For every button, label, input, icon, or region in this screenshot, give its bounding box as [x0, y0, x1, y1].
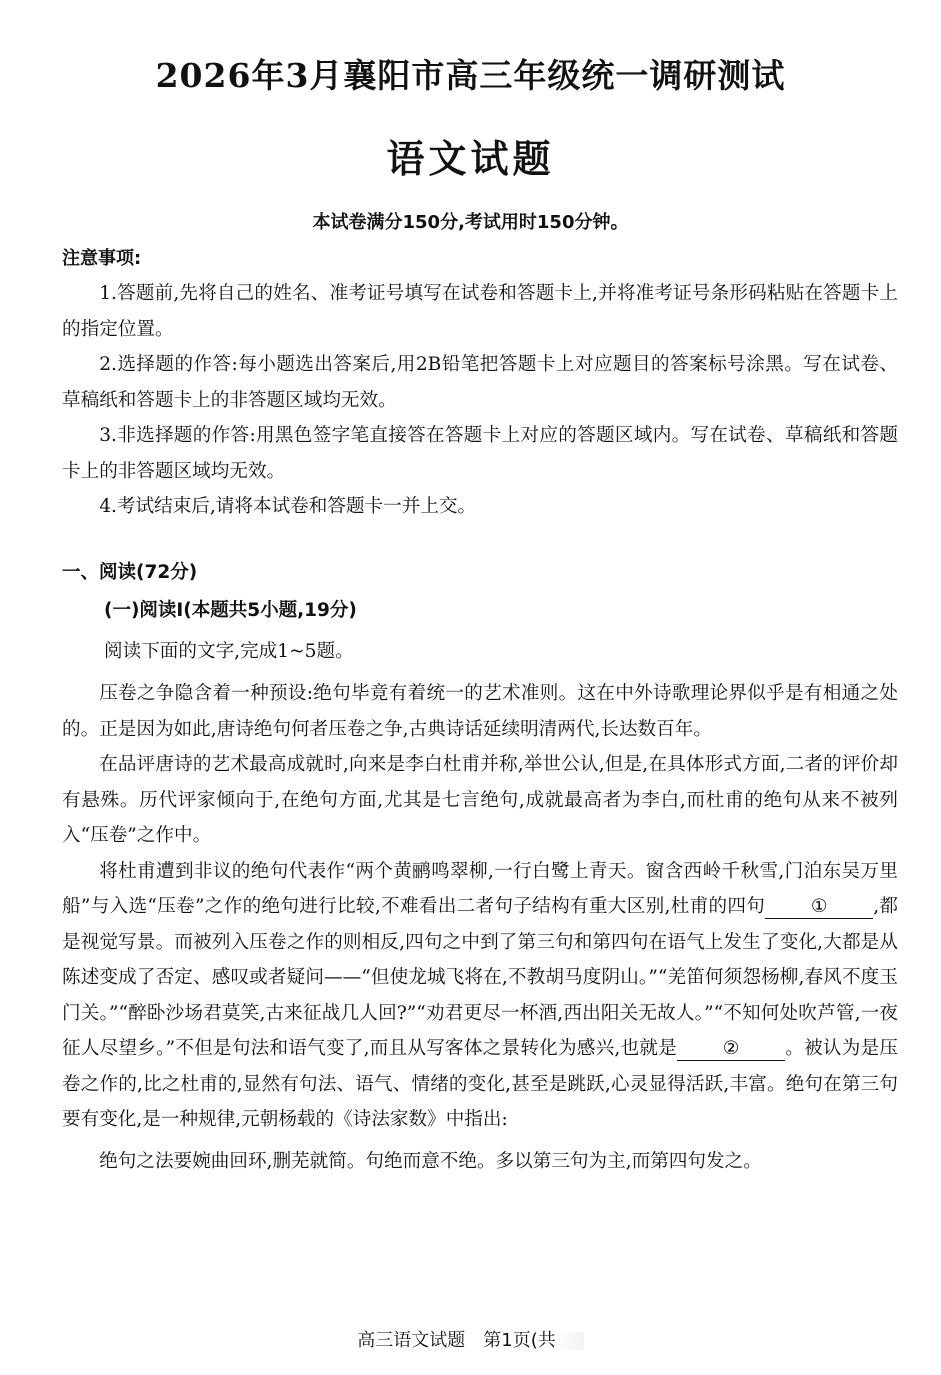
- footer-fade: [556, 1332, 584, 1350]
- subject-title: 语文试题: [386, 137, 555, 181]
- passage-paragraph: 压卷之争隐含着一种预设:绝句毕竟有着统一的艺术准则。这在中外诗歌理论界似乎是有相通之处的。正是因为如此,唐诗绝句何者压卷之争,古典诗话延续明清两代,长达数百年。: [62, 683, 898, 740]
- fill-blank-1: ①: [765, 896, 873, 919]
- page-footer: [0, 1326, 941, 1352]
- exam-meta: 本试卷满分150分,考试用时150分钟。: [312, 212, 629, 233]
- paragraph-text: 。被认为是压卷之作的,比之杜甫的,显然有句法、语气、情绪的变化,甚至是跳跃,心灵显得活跃,丰富。绝句在第三句要有变化,是一种规律,元朝杨载的《诗法家数》中指出:: [62, 1038, 898, 1130]
- note-item: 2.选择题的作答:每小题选出答案后,用2B铅笔把答题卡上对应题目的答案标号涂黑。写在试卷、草稿纸和答题卡上的非答题区域均无效。: [62, 354, 898, 411]
- notes-list: [62, 276, 898, 525]
- passage-paragraph: [62, 854, 898, 1138]
- footer-text: 高三语文试题 第1页(共: [357, 1330, 556, 1351]
- reading-instruction: 阅读下面的文字,完成1~5题。: [104, 641, 354, 662]
- notes-heading: 注意事项:: [62, 248, 142, 269]
- note-item: 4.考试结束后,请将本试卷和答题卡一并上交。: [99, 496, 477, 517]
- paragraph-text: ,都是视觉写景。而被列入压卷之作的则相反,四句之中到了第三句和第四句在语气上发生了变化,大都是从陈述变成了否定、感叹或者疑问——“但使龙城飞将在,不教胡马度阴山。”“羌笛何须怨杨柳,春风不度玉门关。”“醉卧沙场君莫笑,古来征战几人回?”“劝君更尽一杯酒,西出阳关无故人。”“不知何处吹芦管,一夜征人尽望乡。”不但是句法和语气变了,而且从写客体之景转化为感兴,也就是: [62, 896, 898, 1059]
- subsection-heading: (一)阅读Ⅰ(本题共5小题,19分): [104, 600, 357, 621]
- note-item: 1.答题前,先将自己的姓名、准考证号填写在试卷和答题卡上,并将准考证号条形码粘贴在答题卡上的指定位置。: [62, 283, 898, 340]
- passage-quote: 绝句之法要婉曲回环,删芜就简。句绝而意不绝。多以第三句为主,而第四句发之。: [99, 1150, 762, 1172]
- note-item: 3.非选择题的作答:用黑色签字笔直接答在答题卡上对应的答题区域内。写在试卷、草稿纸和答题卡上的非答题区域均无效。: [62, 425, 898, 482]
- fill-blank-2: ②: [677, 1038, 785, 1061]
- passage-paragraph: 在品评唐诗的艺术最高成就时,向来是李白杜甫并称,举世公认,但是,在具体形式方面,二者的评价却有悬殊。历代评家倾向于,在绝句方面,尤其是七言绝句,成就最高者为李白,而杜甫的绝句从来不被列入“压卷”之作中。: [62, 754, 898, 846]
- exam-title: 2026年3月襄阳市高三年级统一调研测试: [155, 56, 786, 95]
- reading-passage: [62, 676, 898, 1179]
- section-heading: 一、阅读(72分): [62, 562, 198, 583]
- paragraph-text: 将杜甫遭到非议的绝句代表作“两个黄鹂鸣翠柳,一行白鹭上青天。窗含西岭千秋雪,门泊东吴万里船”与入选“压卷”之作的绝句进行比较,不难看出二者句子结构有重大区别,杜甫的四句: [62, 860, 898, 917]
